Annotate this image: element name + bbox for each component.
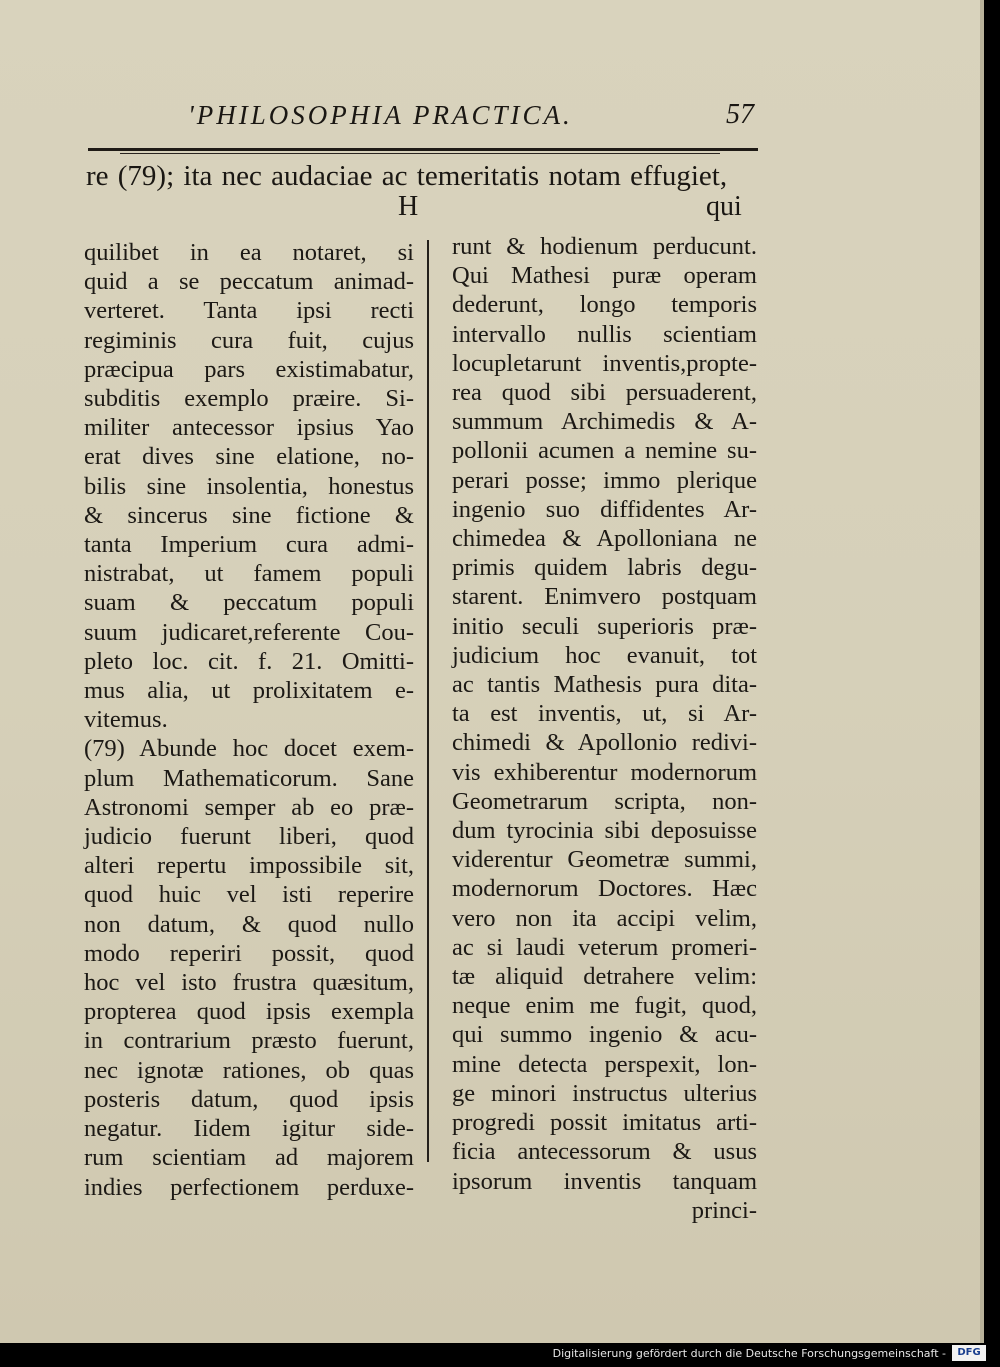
text-line: ac tantis Mathesis pura dita- [452,671,757,699]
text-line: neque enim me fugit, quod, [452,992,757,1020]
text-line: rea quod sibi persuaderent, [452,379,757,407]
text-line: Qui Mathesi puræ operam [452,262,757,290]
text-line: locupletarunt inventis,propte- [452,349,757,377]
text-line: summum Archimedis & A- [452,408,757,436]
text-line: qui summo ingenio & acu- [452,1021,757,1049]
text-line: non datum, & quod nullo [84,910,414,938]
text-line: chimedi & Apollonio redivi- [452,729,757,757]
text-line: rum scientiam ad majorem [84,1144,414,1172]
text-line: ge minori instructus ulterius [452,1079,757,1107]
column-divider [427,240,429,1162]
signature-mark: H [398,191,419,222]
text-line: quilibet in ea notaret, si [84,239,414,266]
text-line: (79) Abunde hoc docet exem- [84,735,414,763]
text-line: vero non ita accipi velim, [452,904,757,932]
text-line: ac si laudi veterum promeri- [452,933,757,961]
page-number: 57 [726,99,754,130]
text-line: runt & hodienum perducunt. [452,233,757,260]
text-line: alteri repertu impossibile sit, [84,852,414,880]
text-line: propterea quod ipsis exempla [84,998,414,1026]
text-line: negatur. Iidem igitur side- [84,1115,414,1143]
text-line: erat dives sine elatione, no- [84,443,414,471]
text-line: primis quidem labris degu- [452,554,757,582]
text-line: vis exhiberentur modernorum [452,758,757,786]
text-line: verteret. Tanta ipsi recti [84,297,414,325]
text-line: intervallo nullis scientiam [452,320,757,348]
text-line: nec ignotæ rationes, ob quas [84,1056,414,1084]
running-head-title: 'PHILOSOPHIA PRACTICA. [188,100,573,130]
text-line: ipsorum inventis tanquam [452,1167,757,1195]
text-line: vitemus. [84,706,168,734]
text-line: suum judicaret,referente Cou- [84,618,414,646]
text-line: judicium hoc evanuit, tot [452,641,757,669]
text-line: subditis exemplo præire. Si- [84,385,414,413]
digitization-credit: Digitalisierung gefördert durch die Deutsche Forschungsgemeinschaft - [552,1347,946,1360]
catchword-top: qui [706,191,742,222]
text-line: judicio fuerunt liberi, quod [84,823,414,851]
text-line: Astronomi semper ab eo præ- [84,793,414,821]
header-rule-thin [120,153,720,154]
text-line: dederunt, longo temporis [452,291,757,319]
text-line: modo reperiri possit, quod [84,939,414,967]
text-line: chimedea & Apolloniana ne [452,525,757,553]
text-line: posteris datum, quod ipsis [84,1085,414,1113]
text-line: quid a se peccatum animad- [84,268,414,296]
text-line: militer antecessor ipsius Yao [84,414,414,442]
text-line: suam & peccatum populi [84,589,414,617]
text-line: & sincerus sine fictione & [84,501,414,529]
text-line: tæ aliquid detrahere velim: [452,963,757,991]
text-line: modernorum Doctores. Hæc [452,875,757,903]
text-line: præcipua pars existimabatur, [84,355,414,383]
text-line: plum Mathematicorum. Sane [84,764,414,792]
text-line: dum tyrocinia sibi deposuisse [452,817,757,845]
text-line: progredi possit imitatus arti- [452,1109,757,1137]
text-line: bilis sine insolentia, honestus [84,472,414,500]
text-line: pollonii acumen a nemine su- [452,437,757,465]
text-line: Geometrarum scripta, non- [452,787,757,815]
text-line: pleto loc. cit. f. 21. Omitti- [84,647,414,675]
footnote-column-right [452,232,757,1225]
text-line: mus alia, ut prolixitatem e- [84,677,414,705]
text-line: tanta Imperium cura admi- [84,531,414,559]
text-line: starent. Enimvero postquam [452,583,757,611]
text-line: initio seculi superioris præ- [452,612,757,640]
text-line: in contrarium præsto fuerunt, [84,1027,414,1055]
text-line: mine detecta perspexit, lon- [452,1050,757,1078]
text-line: ingenio suo diffidentes Ar- [452,495,757,523]
text-line: viderentur Geometræ summi, [452,846,757,874]
text-line: princi- [691,1196,757,1224]
text-line: perari posse; immo plerique [452,466,757,494]
text-line: nistrabat, ut famem populi [84,560,414,588]
text-line: ta est inventis, ut, si Ar- [452,700,757,728]
main-text-line: re (79); ita nec audaciae ac temeritatis notam effugiet, [86,160,728,192]
text-line: quod huic vel isti reperire [84,881,414,909]
text-line: ficia antecessorum & usus [452,1138,757,1166]
text-line: indies perfectionem perduxe- [84,1173,414,1201]
header-rule [88,148,758,151]
text-line: regiminis cura fuit, cujus [84,326,414,354]
dfg-logo: DFG [952,1345,986,1361]
text-line: hoc vel isto frustra quæsitum, [84,969,414,997]
footnote-column-left [84,238,414,1202]
